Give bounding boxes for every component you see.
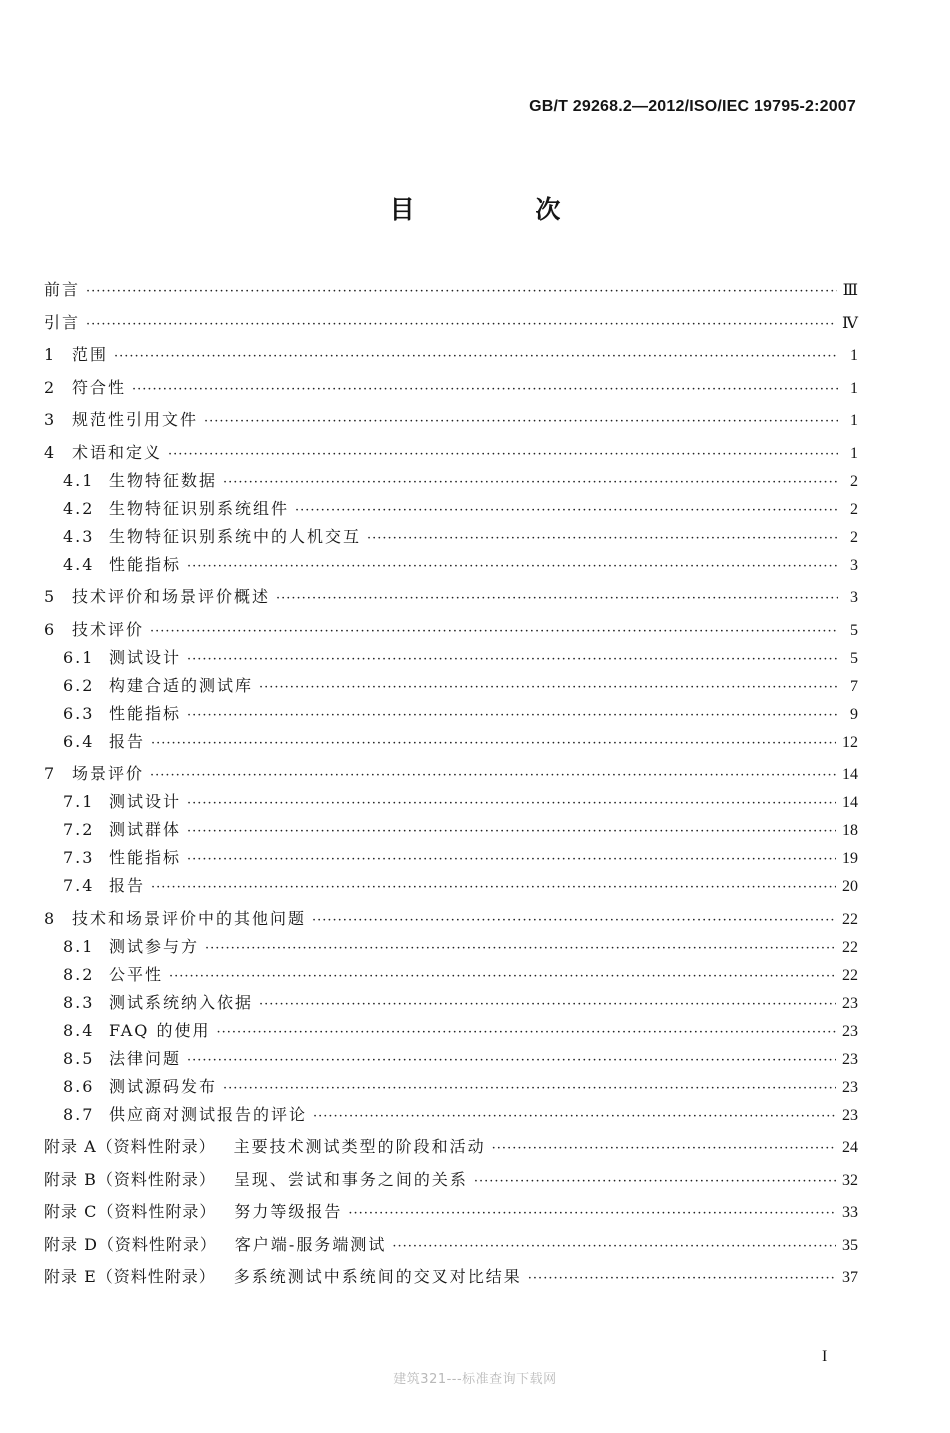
toc-dot-leader (150, 762, 836, 790)
toc-dot-leader (205, 935, 836, 963)
toc-section-title: 前言 (44, 280, 81, 299)
toc-entry[interactable] (44, 341, 858, 369)
toc-dot-leader (187, 553, 838, 581)
toc-appendix-label: 附录 E（资料性附录） (44, 1267, 216, 1286)
toc-entry[interactable] (44, 551, 858, 579)
toc-dot-leader (204, 408, 838, 436)
toc-title: 目 次 (389, 195, 617, 224)
toc-entry[interactable] (44, 374, 858, 402)
toc-section-title: 呈现、尝试和事务之间的关系 (233, 1169, 468, 1189)
toc-section-number: 7.4 (63, 876, 95, 895)
toc-section-title: 测试设计 (109, 792, 182, 811)
toc-dot-leader (348, 1200, 836, 1228)
toc-section-number: 4.3 (63, 526, 95, 546)
toc-section-title: 术语和定义 (72, 442, 163, 462)
toc-section-title: 性能指标 (109, 848, 182, 867)
toc-entry[interactable] (44, 1017, 858, 1045)
toc-page-number: Ⅳ (842, 314, 858, 332)
toc-section-title: FAQ 的使用 (109, 1020, 211, 1040)
toc-dot-leader (259, 991, 836, 1019)
toc-page-number: 22 (842, 966, 858, 984)
toc-section-title: 努力等级报告 (234, 1202, 343, 1221)
toc-entry[interactable] (44, 276, 858, 304)
toc-section-number: 6 (44, 619, 56, 639)
toc-section-number: 7 (44, 764, 56, 783)
toc-dot-leader (187, 790, 836, 818)
toc-section-number: 4.4 (63, 554, 95, 574)
toc-entry[interactable] (44, 788, 858, 816)
toc-section-number: 8.5 (63, 1048, 95, 1068)
toc-section-title: 技术评价 (72, 619, 145, 639)
toc-section-title: 性能指标 (109, 554, 182, 574)
toc-page-number: 35 (842, 1236, 858, 1254)
toc-dot-leader (187, 818, 836, 846)
toc-entry[interactable] (44, 309, 858, 337)
toc-entry[interactable] (44, 989, 858, 1017)
toc-entry[interactable] (44, 467, 858, 495)
toc-entry[interactable] (44, 495, 858, 523)
toc-entry[interactable] (44, 406, 858, 434)
toc-page-number: 1 (850, 379, 858, 397)
toc-page-number: 3 (850, 589, 858, 606)
toc-section-title: 主要技术测试类型的阶段和活动 (233, 1137, 486, 1156)
toc-section-number: 7.3 (63, 848, 95, 867)
toc-entry[interactable] (44, 1231, 858, 1259)
toc-dot-leader (169, 963, 836, 991)
page-folio: I (822, 1348, 828, 1365)
toc-section-number: 6.4 (63, 731, 95, 751)
toc-section-number: 3 (44, 410, 56, 429)
toc-entry[interactable] (44, 961, 858, 989)
toc-page-number: 23 (842, 1050, 858, 1068)
toc-dot-leader (276, 585, 838, 613)
toc-dot-leader (528, 1265, 836, 1293)
toc-page-number: 1 (850, 412, 858, 429)
watermark-text: 建筑321---标准查询下载网 (393, 1372, 557, 1387)
toc-section-number: 1 (44, 345, 56, 364)
toc-page-number: 23 (842, 994, 858, 1012)
toc-section-title: 引言 (44, 312, 81, 332)
toc-page-number: 24 (842, 1139, 858, 1156)
toc-section-number: 8 (44, 908, 56, 928)
toc-page-number: 23 (842, 1106, 858, 1124)
toc-page-number: 1 (850, 444, 858, 462)
toc-section-number: 4.1 (63, 470, 95, 490)
toc-section-title: 测试系统纳入依据 (109, 992, 254, 1012)
toc-page-number: 22 (842, 910, 858, 928)
toc-entry[interactable] (44, 644, 858, 672)
toc-dot-leader (312, 907, 836, 935)
toc-section-number: 4 (44, 442, 56, 462)
toc-section-number: 8.7 (63, 1104, 95, 1124)
toc-section-number: 2 (44, 377, 56, 397)
toc-section-number: 7.1 (63, 792, 95, 811)
toc-page-number: 33 (842, 1204, 858, 1221)
toc-section-number: 4.2 (63, 498, 95, 518)
toc-section-title: 性能指标 (109, 703, 182, 723)
toc-section-number: 8.2 (63, 964, 95, 984)
toc-page-number: 2 (850, 528, 858, 546)
toc-page-number: 9 (850, 705, 858, 723)
toc-page-number: 37 (842, 1269, 858, 1286)
toc-appendix-label: 附录 D（资料性附录） (44, 1234, 217, 1254)
toc-section-number: 8.3 (63, 992, 95, 1012)
toc-section-number: 8.4 (63, 1020, 95, 1040)
toc-page-number: 19 (842, 850, 858, 867)
toc-section-title: 多系统测试中系统间的交叉对比结果 (233, 1267, 522, 1286)
toc-dot-leader (187, 646, 838, 674)
toc-dot-leader (114, 343, 838, 371)
toc-section-title: 场景评价 (72, 764, 145, 783)
toc-page-number: 22 (842, 938, 858, 956)
toc-entry[interactable] (44, 933, 858, 961)
toc-entry[interactable] (44, 905, 858, 933)
table-of-contents (44, 276, 858, 1291)
toc-section-title: 生物特征识别系统组件 (109, 498, 290, 518)
toc-dot-leader (367, 525, 838, 553)
toc-entry[interactable] (44, 1166, 858, 1194)
toc-entry[interactable] (44, 872, 858, 900)
toc-section-title: 范围 (72, 345, 109, 364)
toc-section-title: 技术和场景评价中的其他问题 (72, 908, 307, 928)
toc-section-title: 技术评价和场景评价概述 (72, 587, 271, 606)
toc-section-title: 测试群体 (109, 820, 182, 839)
toc-page-number: 20 (842, 878, 858, 895)
toc-dot-leader (492, 1135, 836, 1163)
standard-code-header: GB/T 29268.2—2012/ISO/IEC 19795-2:2007 (529, 98, 856, 115)
toc-appendix-label: 附录 B（资料性附录） (44, 1169, 216, 1189)
toc-section-number: 8.1 (63, 936, 95, 956)
toc-section-title: 报告 (109, 731, 146, 751)
toc-section-title: 公平性 (109, 964, 164, 984)
toc-appendix-label: 附录 C（资料性附录） (44, 1202, 217, 1221)
toc-dot-leader (223, 1075, 836, 1103)
toc-entry[interactable] (44, 700, 858, 728)
toc-page-number: 12 (842, 733, 858, 751)
toc-page-number: 14 (842, 794, 858, 811)
toc-page-number: 23 (842, 1022, 858, 1040)
toc-page-number: 14 (842, 766, 858, 783)
toc-dot-leader (216, 1019, 836, 1047)
toc-page-number: 3 (850, 556, 858, 574)
toc-section-title: 测试源码发布 (109, 1076, 218, 1096)
toc-page-number: 5 (850, 649, 858, 667)
toc-section-title: 规范性引用文件 (72, 410, 199, 429)
toc-entry[interactable] (44, 844, 858, 872)
toc-section-title: 符合性 (72, 377, 127, 397)
toc-section-title: 报告 (109, 876, 146, 895)
toc-entry[interactable] (44, 728, 858, 756)
toc-entry[interactable] (44, 1101, 858, 1129)
toc-dot-leader (151, 730, 836, 758)
toc-page-number: 23 (842, 1078, 858, 1096)
toc-section-title: 法律问题 (109, 1048, 182, 1068)
toc-entry[interactable] (44, 1263, 858, 1291)
toc-section-number: 6.2 (63, 675, 95, 695)
toc-entry[interactable] (44, 816, 858, 844)
toc-dot-leader (187, 702, 838, 730)
toc-dot-leader (392, 1233, 836, 1261)
toc-entry[interactable] (44, 1073, 858, 1101)
toc-page-number: 7 (850, 677, 858, 695)
toc-section-title: 生物特征数据 (109, 470, 218, 490)
toc-dot-leader (223, 469, 838, 497)
toc-entry[interactable] (44, 523, 858, 551)
toc-page-number: 5 (850, 621, 858, 639)
toc-section-title: 供应商对测试报告的评论 (109, 1104, 308, 1124)
toc-page-number: Ⅲ (842, 282, 858, 299)
toc-page-number: 18 (842, 822, 858, 839)
toc-appendix-label: 附录 A（资料性附录） (44, 1137, 216, 1156)
toc-section-title: 客户端-服务端测试 (234, 1234, 387, 1254)
toc-section-title: 测试参与方 (109, 936, 200, 956)
toc-dot-leader (295, 497, 838, 525)
toc-dot-leader (151, 874, 836, 902)
toc-dot-leader (313, 1103, 836, 1131)
toc-section-number: 6.1 (63, 647, 95, 667)
toc-entry[interactable] (44, 1198, 858, 1226)
toc-dot-leader (86, 311, 836, 339)
toc-dot-leader (132, 376, 838, 404)
toc-dot-leader (150, 618, 838, 646)
toc-entry[interactable] (44, 1133, 858, 1161)
toc-section-title: 生物特征识别系统中的人机交互 (109, 526, 362, 546)
toc-section-title: 测试设计 (109, 647, 182, 667)
toc-page-number: 32 (842, 1171, 858, 1189)
toc-dot-leader (259, 674, 838, 702)
toc-dot-leader (187, 1047, 836, 1075)
toc-entry[interactable] (44, 616, 858, 644)
toc-dot-leader (168, 441, 838, 469)
toc-entry[interactable] (44, 439, 858, 467)
toc-entry[interactable] (44, 760, 858, 788)
toc-dot-leader (187, 846, 836, 874)
toc-dot-leader (86, 278, 837, 306)
toc-dot-leader (474, 1168, 836, 1196)
toc-entry[interactable] (44, 672, 858, 700)
toc-section-number: 5 (44, 587, 56, 606)
toc-section-number: 6.3 (63, 703, 95, 723)
toc-section-number: 8.6 (63, 1076, 95, 1096)
toc-section-number: 7.2 (63, 820, 95, 839)
toc-page-number: 1 (850, 347, 858, 364)
toc-page-number: 2 (850, 472, 858, 490)
toc-section-title: 构建合适的测试库 (109, 675, 254, 695)
toc-page-number: 2 (850, 500, 858, 518)
toc-entry[interactable] (44, 583, 858, 611)
toc-entry[interactable] (44, 1045, 858, 1073)
